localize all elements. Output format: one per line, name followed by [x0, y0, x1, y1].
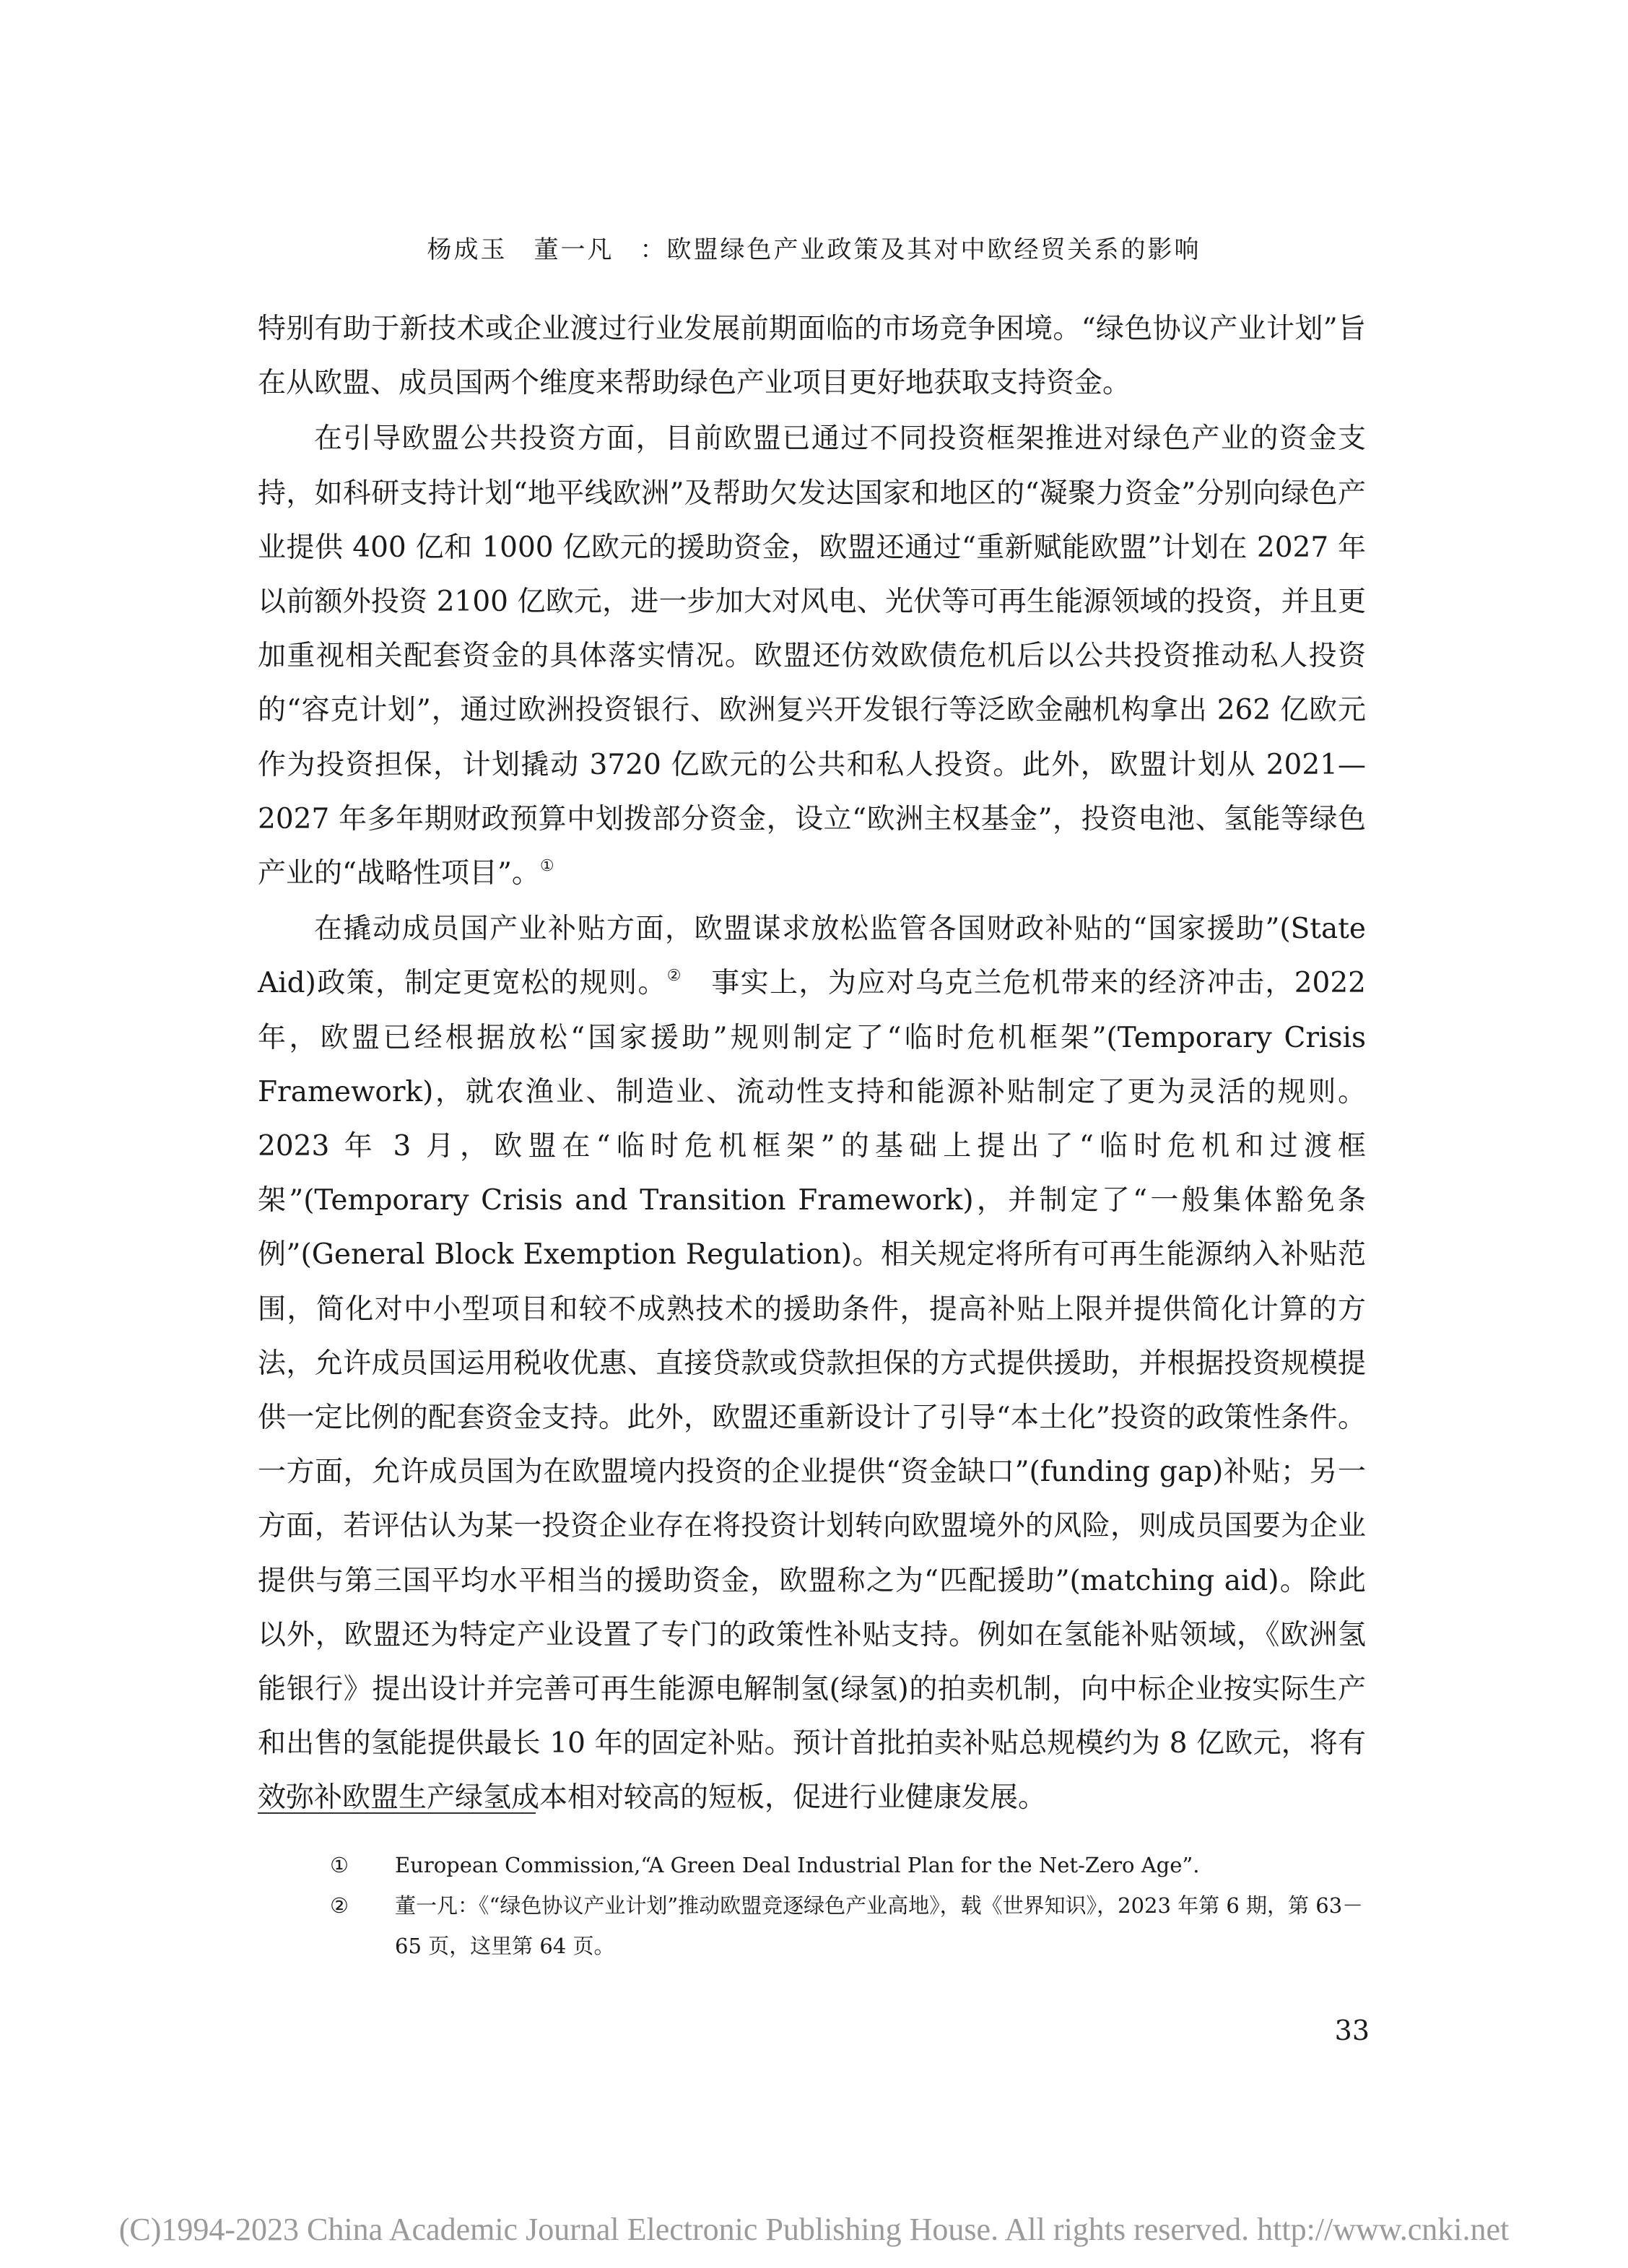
paragraph: 在撬动成员国产业补贴方面，欧盟谋求放松监管各国财政补贴的“国家援助”(State Aid)政策，制定更宽松的规则。② 事实上，为应对乌克兰危机带来的经济冲击，2022 年，欧盟已经根据放松“国家援助”规则制定了“临时危机框架”(Temporary Crisis Framework)，就农渔业、制造业、流动性支持和能源补贴制定了更为灵活的规则。2023 年 3 月，欧盟在“临时危机框架”的基础上提出了“临时危机和过渡框架”(Temporary Crisis and Transition Framework)，并制定了“一般集体豁免条例”(General Block Exemption Regulation)。相关规定将所有可再生能源纳入补贴范围，简化对中小型项目和较不成熟技术的援助条件，提高补贴上限并提供简化计算的方法，允许成员国运用税收优惠、直接贷款或贷款担保的方式提供援助，并根据投资规模提供一定比例的配套资金支持。此外，欧盟还重新设计了引导“本土化”投资的政策性条件。一方面，允许成员国为在欧盟境内投资的企业提供“资金缺口”(funding gap)补贴；另一方面，若评估认为某一投资企业存在将投资计划转向欧盟境外的风险，则成员国要为企业提供与第三国平均水平相当的援助资金，欧盟称之为“匹配援助”(matching aid)。除此以外，欧盟还为特定产业设置了专门的政策性补贴支持。例如在氢能补贴领域，《欧洲氢能银行》提出设计并完善可再生能源电解制氢(绿氢)的拍卖机制，向中标企业按实际生产和出售的氢能提供最长 10 年的固定补贴。预计首批拍卖补贴总规模约为 8 亿欧元，将有效弥补欧盟生产绿氢成本相对较高的短板，促进行业健康发展。 [258, 913, 1366, 1815]
copyright-watermark: (C)1994-2023 China Academic Journal Electronic Publishing House. All rights reserved. http://www.cnki.net [118, 2212, 1510, 2247]
footnote-2 [258, 1885, 1370, 1966]
footnote-mark: ② [330, 1893, 349, 1918]
paragraph: 在引导欧盟公共投资方面，目前欧盟已通过不同投资框架推进对绿色产业的资金支持，如科研支持计划“地平线欧洲”及帮助欠发达国家和地区的“凝聚力资金”分别向绿色产业提供 400 亿和 1000 亿欧元的援助资金，欧盟还通过“重新赋能欧盟”计划在 2027 年以前额外投资 2100 亿欧元，进一步加大对风电、光伏等可再生能源领域的投资，并且更加重视相关配套资金的具体落实情况。欧盟还仿效欧债危机后以公共投资推动私人投资的“容克计划”，通过欧洲投资银行、欧洲复兴开发银行等泛欧金融机构拿出 262 亿欧元作为投资担保，计划撬动 3720 亿欧元的公共和私人投资。此外，欧盟计划从 2021—2027 年多年期财政预算中划拨部分资金，设立“欧洲主权基金”，投资电池、氢能等绿色产业的“战略性项目”。① [258, 422, 1366, 890]
footnotes [258, 1845, 1370, 1966]
footnote-text: European Commission,“A Green Deal Industrial Plan for the Net-Zero Age”. [395, 1853, 1200, 1877]
footnote-ref-2[interactable]: ② [666, 967, 682, 986]
page-number: 33 [1334, 2015, 1370, 2046]
running-head-authors: 杨成玉 董一凡 [427, 235, 614, 264]
running-head-title: ：欧盟绿色产业政策及其对中欧经贸关系的影响 [640, 235, 1201, 264]
footnote-mark: ① [330, 1853, 349, 1877]
footnote-ref-1[interactable]: ① [539, 857, 554, 876]
article-body [258, 302, 1366, 1825]
running-head [0, 230, 1628, 265]
footnote-divider [258, 1812, 536, 1814]
paragraph: 特别有助于新技术或企业渡过行业发展前期面临的市场竞争困境。“绿色协议产业计划”旨在从欧盟、成员国两个维度来帮助绿色产业项目更好地获取支持资金。 [258, 313, 1366, 400]
footnote-text: 董一凡：《“绿色协议产业计划”推动欧盟竞逐绿色产业高地》，载《世界知识》，2023 年第 6 期，第 63－65 页，这里第 64 页。 [395, 1893, 1364, 1958]
footnote-1 [258, 1845, 1370, 1885]
